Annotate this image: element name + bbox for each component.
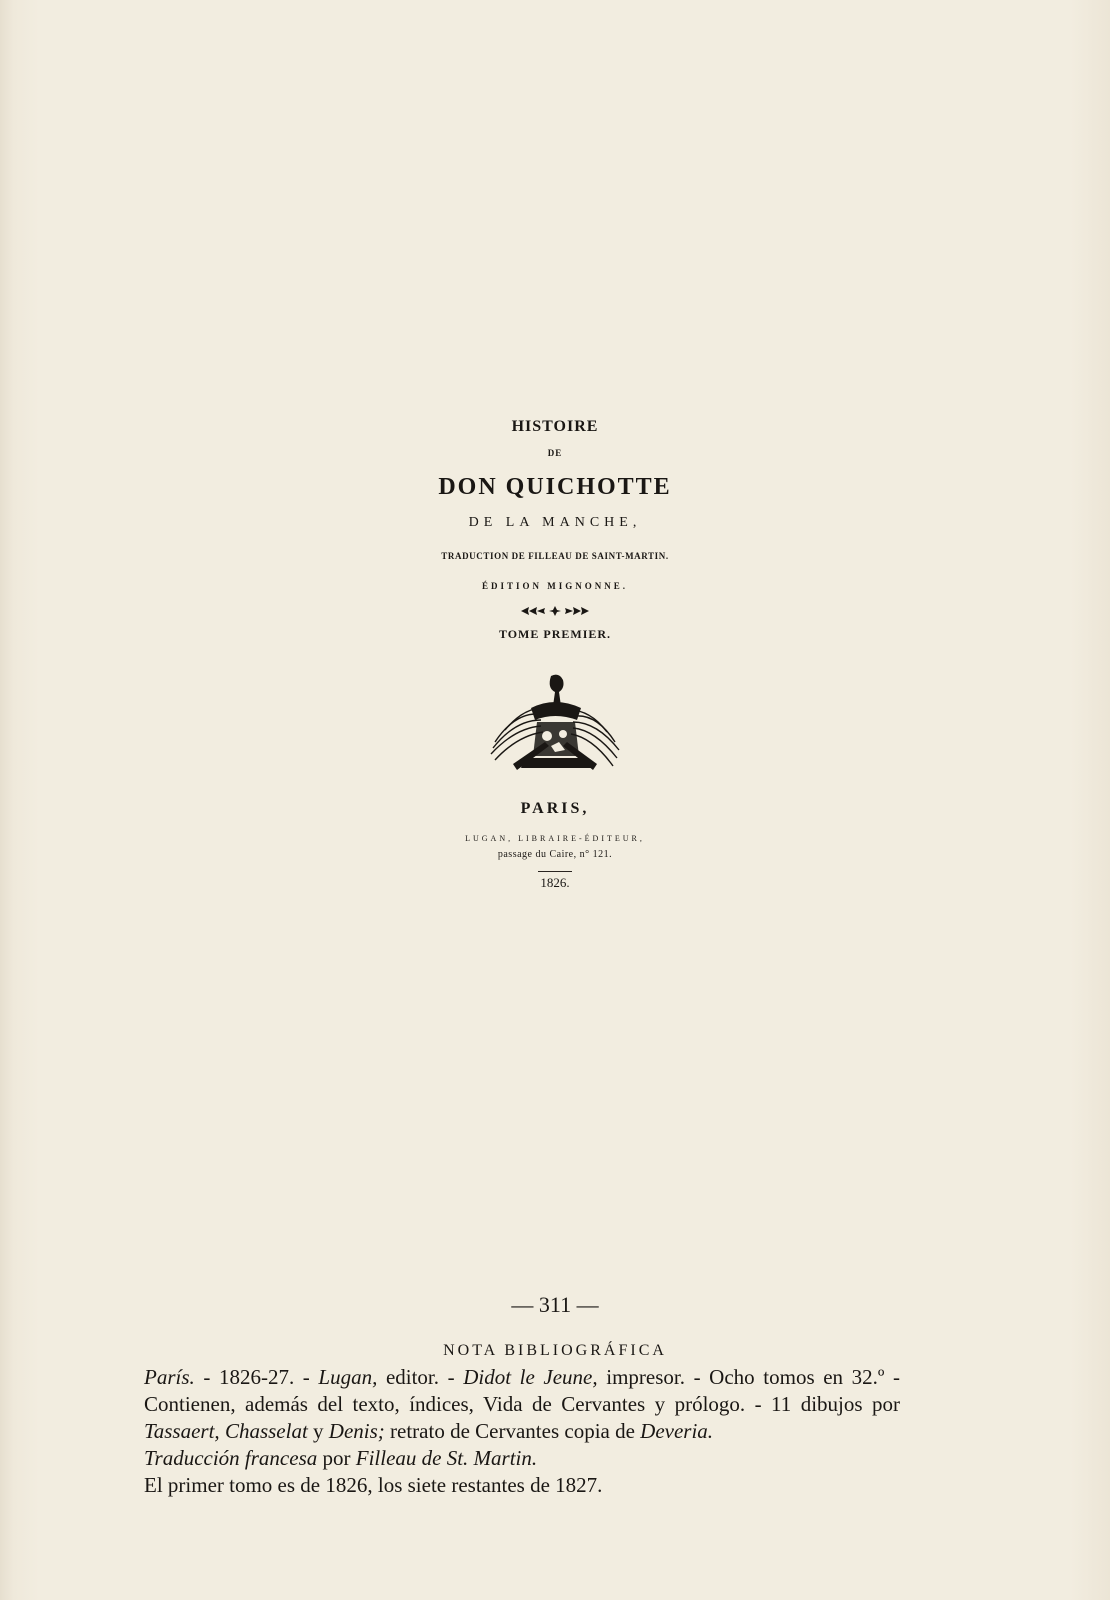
note-paragraph-3: El primer tomo es de 1826, los siete restantes de 1827. (144, 1473, 603, 1497)
note-artist: Chasselat (224, 1419, 308, 1443)
note-printer-name: Didot le Jeune, (463, 1365, 598, 1389)
facsimile-address: passage du Caire, n° 121. (497, 849, 613, 860)
note-paragraph-2: Traducción francesa por Filleau de St. Martin. (144, 1446, 538, 1470)
nota-heading: NOTA BIBLIOGRÁFICA (443, 1342, 667, 1359)
note-editor-name: Lugan, (318, 1365, 378, 1389)
note-paragraph-1: París. - 1826-27. - Lugan, editor. - Didot le Jeune, impresor. - Ocho tomos en 32.º - Contienen, además del texto, índices, Vida de Cervantes y prólogo. - 11 dibujos por Tassaert, Chasselat y Denis; retrato de Cervantes copia de Deveria. (144, 1365, 900, 1443)
note-artist: Tassaert, (144, 1419, 220, 1443)
facsimile-title: DON QUICHOTTE (438, 474, 672, 500)
facsimile-edition: ÉDITION MIGNONNE. (481, 581, 628, 591)
facsimile-city: PARIS, (520, 800, 590, 817)
page-number: — 311 — (511, 1292, 599, 1317)
facsimile-line-de: DE (547, 448, 563, 458)
facsimile-rule (538, 871, 572, 872)
note-city: París. (144, 1365, 195, 1389)
facsimile-translation: TRADUCTION DE FILLEAU DE SAINT-MARTIN. (441, 551, 669, 561)
note-artist: Deveria. (640, 1419, 714, 1443)
bibliographic-note (144, 1364, 900, 1499)
facsimile-line-histoire: HISTOIRE (511, 418, 599, 435)
note-translator: Filleau de St. Martin. (355, 1446, 538, 1470)
title-page-facsimile (340, 418, 770, 891)
facsimile-year: 1826. (540, 875, 570, 890)
engraved-vignette-icon (485, 672, 625, 778)
facsimile-publisher: LUGAN, LIBRAIRE-ÉDITEUR, (465, 834, 645, 843)
note-translation-label: Traducción francesa (144, 1446, 318, 1470)
facsimile-volume: TOME PREMIER. (498, 627, 612, 641)
facsimile-subtitle: DE LA MANCHE, (468, 515, 642, 530)
note-artist: Denis; (328, 1419, 385, 1443)
fleuron-ornament-icon (519, 605, 591, 617)
